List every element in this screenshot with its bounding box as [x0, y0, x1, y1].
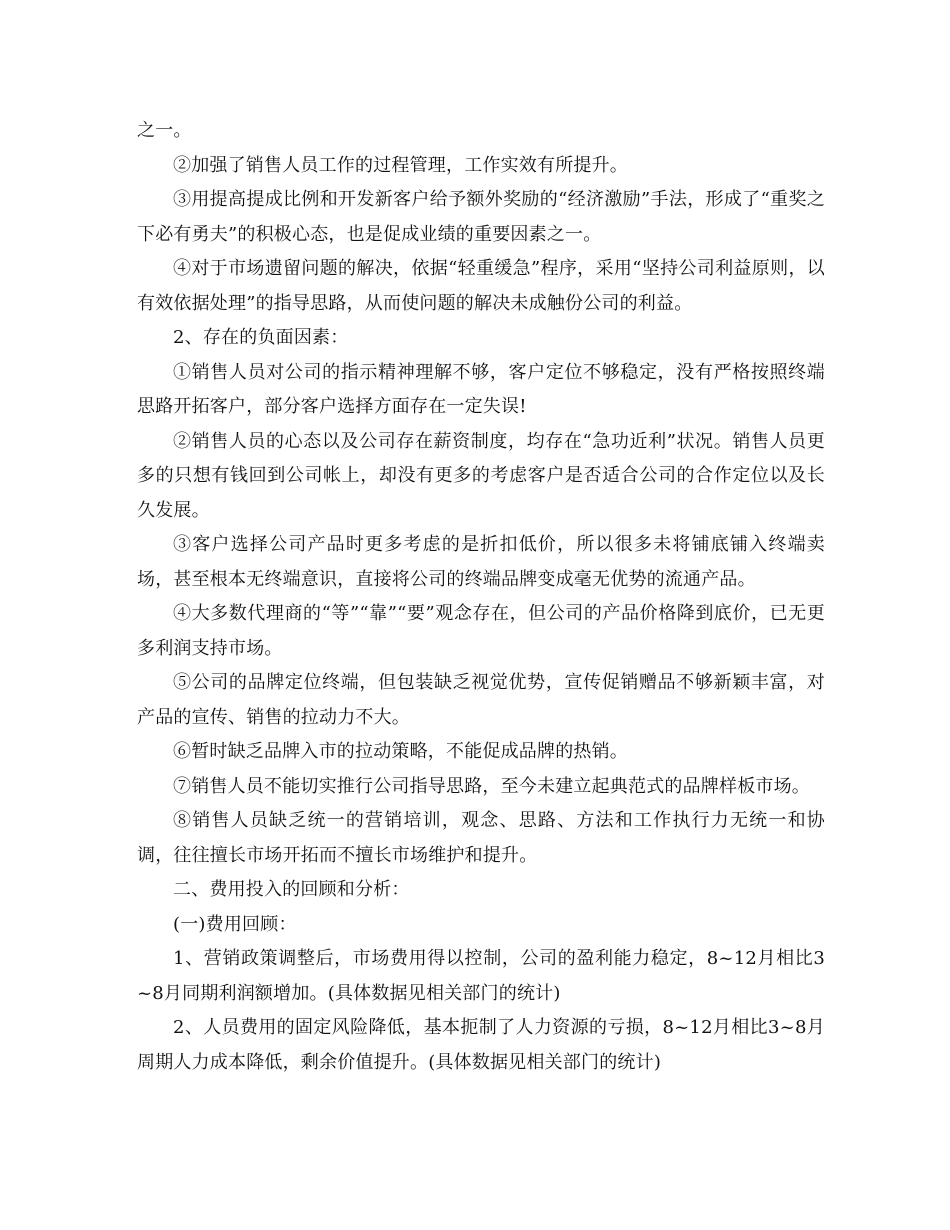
paragraph-market-entry: ⑥暂时缺乏品牌入市的拉动策略，不能促成品牌的热销。: [173, 741, 628, 762]
subheading-cost-recap: (一)费用回顾：: [173, 913, 297, 935]
paragraph-training: ⑧销售人员缺乏统一的营销培训，观念、思路、方法和工作执行力无统一和协调，往往擅长市场开拓而不擅长市场维护和提升。: [137, 810, 825, 866]
paragraph-discount-pricing: ③客户选择公司产品时更多考虑的是折扣低价，所以很多未将铺底铺入终端卖场，甚至根本无终端意识，直接将公司的终端品牌变成毫无优势的流通产品。: [137, 534, 825, 590]
paragraph-economic-incentive: ③用提高提成比例和开发新客户给予额外奖励的“经济激励”手法，形成了“重奖之下必有勇夫”的积极心态，也是促成业绩的重要因素之一。: [137, 189, 825, 245]
heading-cost-review: 二、费用投入的回顾和分析：: [173, 879, 410, 900]
paragraph-process-management: ②加强了销售人员工作的过程管理，工作实效有所提升。: [173, 154, 628, 176]
paragraph-model-market: ⑦销售人员不能切实推行公司指导思路，至今未建立起典范式的品牌样板市场。: [173, 775, 810, 797]
paragraph-staff-cost: 2、人员费用的固定风险降低，基本扼制了人力资源的亏损，8~12月相比3~8月周期人力成本降低，剩余价值提升。(具体数据见相关部门的统计): [137, 1017, 825, 1073]
paragraph-salary-mindset: ②销售人员的心态以及公司存在薪资制度，均存在“急功近利”状况。销售人员更多的只想有钱回到公司帐上，却没有更多的考虑客户是否适合公司的合作定位以及长久发展。: [137, 430, 825, 521]
paragraph-marketing-cost: 1、营销政策调整后，市场费用得以控制，公司的盈利能力稳定，8~12月相比3~8月同期利润额增加。(具体数据见相关部门的统计): [137, 948, 825, 1004]
paragraph-legacy-issues: ④对于市场遗留问题的解决，依据“轻重缓急”程序，采用“坚持公司利益原则，以有效依据处理”的指导思路，从而使问题的解决未成触份公司的利益。: [137, 258, 825, 314]
document-body: [137, 114, 825, 1080]
heading-negative-factors: 2、存在的负面因素：: [173, 327, 349, 348]
paragraph-agent-attitude: ④大多数代理商的“等”“靠”“要”观念存在，但公司的产品价格降到底价，已无更多利润支持市场。: [137, 603, 825, 659]
paragraph-brand-packaging: ⑤公司的品牌定位终端，但包装缺乏视觉优势，宣传促销赠品不够新颖丰富，对产品的宣传、销售的拉动力不大。: [137, 672, 825, 728]
paragraph-customer-positioning: ①销售人员对公司的指示精神理解不够，客户定位不够稳定，没有严格按照终端思路开拓客户，部分客户选择方面存在一定失误!: [137, 361, 825, 417]
paragraph-continuation: 之一。: [137, 120, 192, 141]
